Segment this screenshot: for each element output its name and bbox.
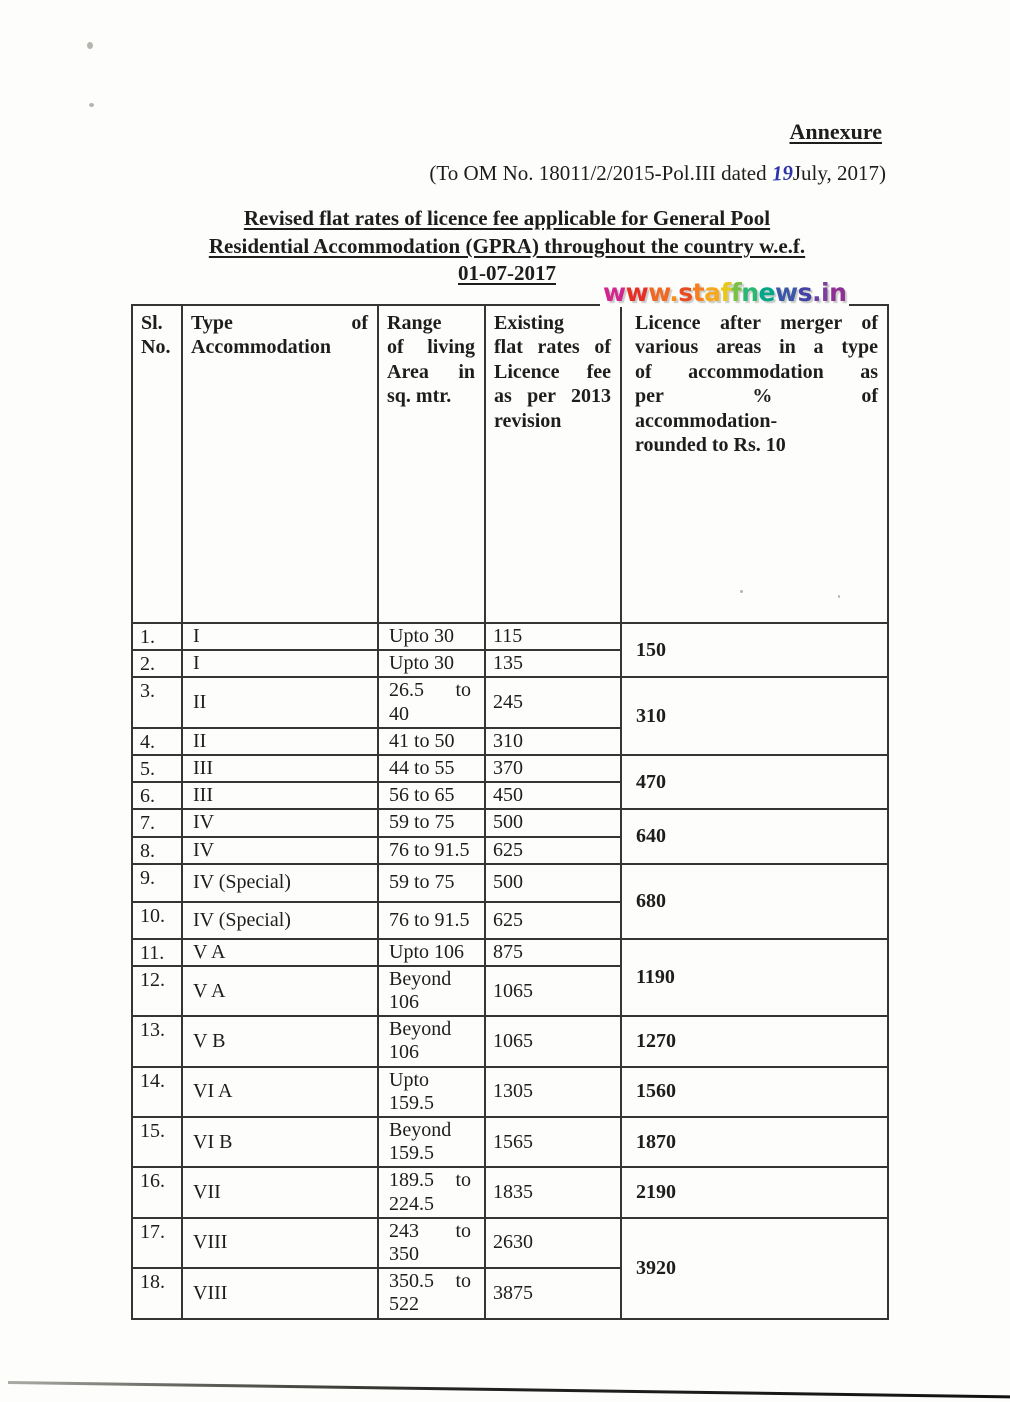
cell-line: flat rates of <box>494 336 611 359</box>
watermark-letter: n <box>829 278 847 307</box>
type-cell: VIII <box>182 1268 378 1318</box>
column-header <box>621 305 888 623</box>
range-cell <box>378 1218 485 1268</box>
cell-line: Range <box>387 312 442 334</box>
existing-rate-cell: 1065 <box>485 1016 621 1066</box>
title-line-2: Residential Accommodation (GPRA) throughout the country w.e.f. <box>208 233 806 258</box>
watermark-letter: f <box>730 278 742 307</box>
cell-line: per % of <box>635 385 878 408</box>
merged-rate-cell: 1870 <box>621 1117 888 1167</box>
range-cell <box>378 809 485 836</box>
cell-line: 59 to 75 <box>389 871 455 894</box>
cell-line: 106 <box>389 1041 419 1064</box>
existing-rate-cell: 115 <box>485 623 621 650</box>
type-cell: V A <box>182 939 378 966</box>
rates-table-head <box>132 305 888 623</box>
table-row <box>132 1167 888 1217</box>
range-cell <box>378 755 485 782</box>
watermark-letter: . <box>812 278 821 307</box>
type-cell: III <box>182 755 378 782</box>
cell-line: Type of <box>191 312 368 334</box>
sl-no-cell: 16. <box>132 1167 182 1217</box>
existing-rate-cell: 310 <box>485 728 621 755</box>
range-cell <box>378 864 485 902</box>
sl-no-cell: 15. <box>132 1117 182 1167</box>
column-header <box>182 305 378 623</box>
cell-line: Licence after merger of <box>635 312 878 334</box>
range-cell <box>378 1167 485 1217</box>
table-row <box>132 809 888 836</box>
watermark-letter: s <box>797 278 812 307</box>
cell-line: No. <box>141 336 171 359</box>
scan-edge-line <box>8 1381 1010 1398</box>
type-cell: III <box>182 782 378 809</box>
sl-no-cell: 12. <box>132 966 182 1016</box>
existing-rate-cell: 450 <box>485 782 621 809</box>
sl-no-cell: 17. <box>132 1218 182 1268</box>
cell-line: Area in <box>387 360 475 383</box>
title-line-3-effective-date: 01-07-2017 <box>458 261 556 286</box>
range-cell <box>378 728 485 755</box>
column-header <box>132 305 182 623</box>
cell-line: 76 to 91.5 <box>389 908 470 931</box>
existing-rate-cell: 500 <box>485 809 621 836</box>
type-cell: VI A <box>182 1067 378 1117</box>
cell-line: as per 2013 <box>494 385 611 408</box>
existing-rate-cell: 625 <box>485 902 621 939</box>
scan-speck <box>87 42 93 49</box>
cell-line: Upto 106 <box>389 940 464 963</box>
cell-line: 40 <box>389 702 409 725</box>
sl-no-cell: 1. <box>132 623 182 650</box>
cell-line: Upto <box>389 1068 429 1091</box>
cell-line: Beyond <box>389 1018 452 1041</box>
range-cell <box>378 782 485 809</box>
cell-line: 224.5 <box>389 1192 434 1215</box>
sl-no-cell: 6. <box>132 782 182 809</box>
type-cell: IV (Special) <box>182 864 378 902</box>
document-title <box>133 205 881 288</box>
annexure-label: Annexure <box>789 119 882 144</box>
cell-line: Accommodation <box>191 336 331 359</box>
cell-line: 41 to 50 <box>389 729 455 752</box>
cell-line: of living <box>387 336 475 359</box>
existing-rate-cell: 1835 <box>485 1167 621 1217</box>
merged-rate-cell: 2190 <box>621 1167 888 1217</box>
watermark-letter: w <box>603 278 626 307</box>
watermark-letter: i <box>821 278 830 307</box>
cell-line: Upto 30 <box>389 625 454 647</box>
type-cell: V B <box>182 1016 378 1066</box>
cell-line: Licence fee <box>494 360 611 383</box>
column-header <box>485 305 621 623</box>
sl-no-cell: 7. <box>132 809 182 836</box>
cell-line: 159.5 <box>389 1142 434 1165</box>
cell-line: Beyond <box>389 967 452 990</box>
om-reference-suffix: July, 2017) <box>792 161 886 185</box>
cell-line: 159.5 <box>389 1091 434 1114</box>
existing-rate-cell: 500 <box>485 864 621 902</box>
cell-line: 350.5 to <box>389 1270 471 1293</box>
cell-line: various areas in a type <box>635 336 878 359</box>
cell-line: of accommodation as <box>635 360 878 383</box>
range-cell <box>378 1117 485 1167</box>
existing-rate-cell: 1305 <box>485 1067 621 1117</box>
title-line-1: Revised flat rates of licence fee applicable for General Pool <box>243 206 771 230</box>
merged-rate-cell: 3920 <box>621 1218 888 1319</box>
merged-rate-cell: 470 <box>621 755 888 809</box>
sl-no-cell: 10. <box>132 902 182 939</box>
type-cell: I <box>182 650 378 677</box>
type-cell: V A <box>182 966 378 1016</box>
sl-no-cell: 18. <box>132 1268 182 1318</box>
table-row <box>132 1016 888 1066</box>
table-row <box>132 1218 888 1268</box>
cell-line: 56 to 65 <box>389 784 455 807</box>
watermark-letter: s <box>678 278 693 307</box>
sl-no-cell: 11. <box>132 939 182 966</box>
sl-no-cell: 9. <box>132 864 182 902</box>
staffnews-watermark <box>600 280 849 307</box>
table-row <box>132 755 888 782</box>
watermark-letter: n <box>741 278 759 307</box>
sl-no-cell: 3. <box>132 677 182 727</box>
sl-no-cell: 14. <box>132 1067 182 1117</box>
type-cell: I <box>182 623 378 650</box>
rates-table-body <box>132 623 888 1319</box>
cell-line: 26.5 to <box>389 679 471 702</box>
scan-speck <box>740 590 743 593</box>
table-row <box>132 1067 888 1117</box>
range-cell <box>378 966 485 1016</box>
watermark-letter: t <box>692 278 705 307</box>
om-reference-line <box>429 161 886 186</box>
cell-line: 189.5 to <box>389 1169 471 1192</box>
sl-no-cell: 2. <box>132 650 182 677</box>
cell-line: 243 to <box>389 1219 471 1242</box>
merged-rate-cell: 680 <box>621 864 888 939</box>
range-cell <box>378 837 485 864</box>
cell-line: revision <box>494 409 562 432</box>
type-cell: VI B <box>182 1117 378 1167</box>
range-cell <box>378 1268 485 1318</box>
type-cell: VII <box>182 1167 378 1217</box>
merged-rate-cell: 640 <box>621 809 888 863</box>
column-header <box>378 305 485 623</box>
type-cell: IV <box>182 837 378 864</box>
merged-rate-cell: 1270 <box>621 1016 888 1066</box>
type-cell: IV (Special) <box>182 902 378 939</box>
table-row <box>132 1117 888 1167</box>
watermark-letter: w <box>775 278 798 307</box>
existing-rate-cell: 3875 <box>485 1268 621 1318</box>
cell-line: 522 <box>389 1293 419 1316</box>
watermark-letter: e <box>758 278 775 307</box>
type-cell: II <box>182 677 378 727</box>
merged-rate-cell: 1560 <box>621 1067 888 1117</box>
watermark-letter: f <box>720 278 731 307</box>
existing-rate-cell: 1065 <box>485 966 621 1016</box>
existing-rate-cell: 370 <box>485 755 621 782</box>
sl-no-cell: 5. <box>132 755 182 782</box>
range-cell <box>378 623 485 650</box>
range-cell <box>378 939 485 966</box>
cell-line: rounded to Rs. 10 <box>635 433 786 456</box>
table-row <box>132 864 888 902</box>
watermark-letter: . <box>669 278 679 307</box>
annexure-heading <box>790 119 883 145</box>
cell-line: 44 to 55 <box>389 756 455 779</box>
sl-no-cell: 4. <box>132 728 182 755</box>
merged-rate-cell: 1190 <box>621 939 888 1017</box>
watermark-letter: w <box>648 278 670 307</box>
cell-line: Upto 30 <box>389 652 454 675</box>
table-row <box>132 939 888 966</box>
range-cell <box>378 902 485 939</box>
scan-speck <box>89 103 94 107</box>
watermark-letter: a <box>704 278 721 307</box>
type-cell: VIII <box>182 1218 378 1268</box>
sl-no-cell: 13. <box>132 1016 182 1066</box>
header-row <box>132 305 888 623</box>
cell-line: 350 <box>389 1242 419 1265</box>
cell-line: 59 to 75 <box>389 811 455 834</box>
scan-speck <box>838 595 840 598</box>
cell-line: 106 <box>389 991 419 1014</box>
type-cell: IV <box>182 809 378 836</box>
cell-line: sq. mtr. <box>387 385 452 408</box>
watermark-letter: w <box>625 278 649 307</box>
cell-line: accommodation- <box>635 409 778 432</box>
om-reference-prefix: (To OM No. 18011/2/2015-Pol.III dated <box>429 161 772 185</box>
merged-rate-cell: 310 <box>621 677 888 755</box>
sl-no-cell: 8. <box>132 837 182 864</box>
merged-rate-cell: 150 <box>621 623 888 677</box>
existing-rate-cell: 625 <box>485 837 621 864</box>
handwritten-date: 19 <box>771 160 794 186</box>
range-cell <box>378 1016 485 1066</box>
existing-rate-cell: 2630 <box>485 1218 621 1268</box>
existing-rate-cell: 1565 <box>485 1117 621 1167</box>
cell-line: Beyond <box>389 1119 452 1141</box>
range-cell <box>378 677 485 727</box>
cell-line: Sl. <box>141 312 163 334</box>
cell-line: Existing <box>494 312 565 334</box>
table-row <box>132 623 888 650</box>
existing-rate-cell: 245 <box>485 677 621 727</box>
existing-rate-cell: 135 <box>485 650 621 677</box>
licence-fee-rates-table <box>131 304 889 1320</box>
existing-rate-cell: 875 <box>485 939 621 966</box>
range-cell <box>378 650 485 677</box>
type-cell: II <box>182 728 378 755</box>
table-row <box>132 677 888 727</box>
cell-line: 76 to 91.5 <box>389 838 470 861</box>
range-cell <box>378 1067 485 1117</box>
